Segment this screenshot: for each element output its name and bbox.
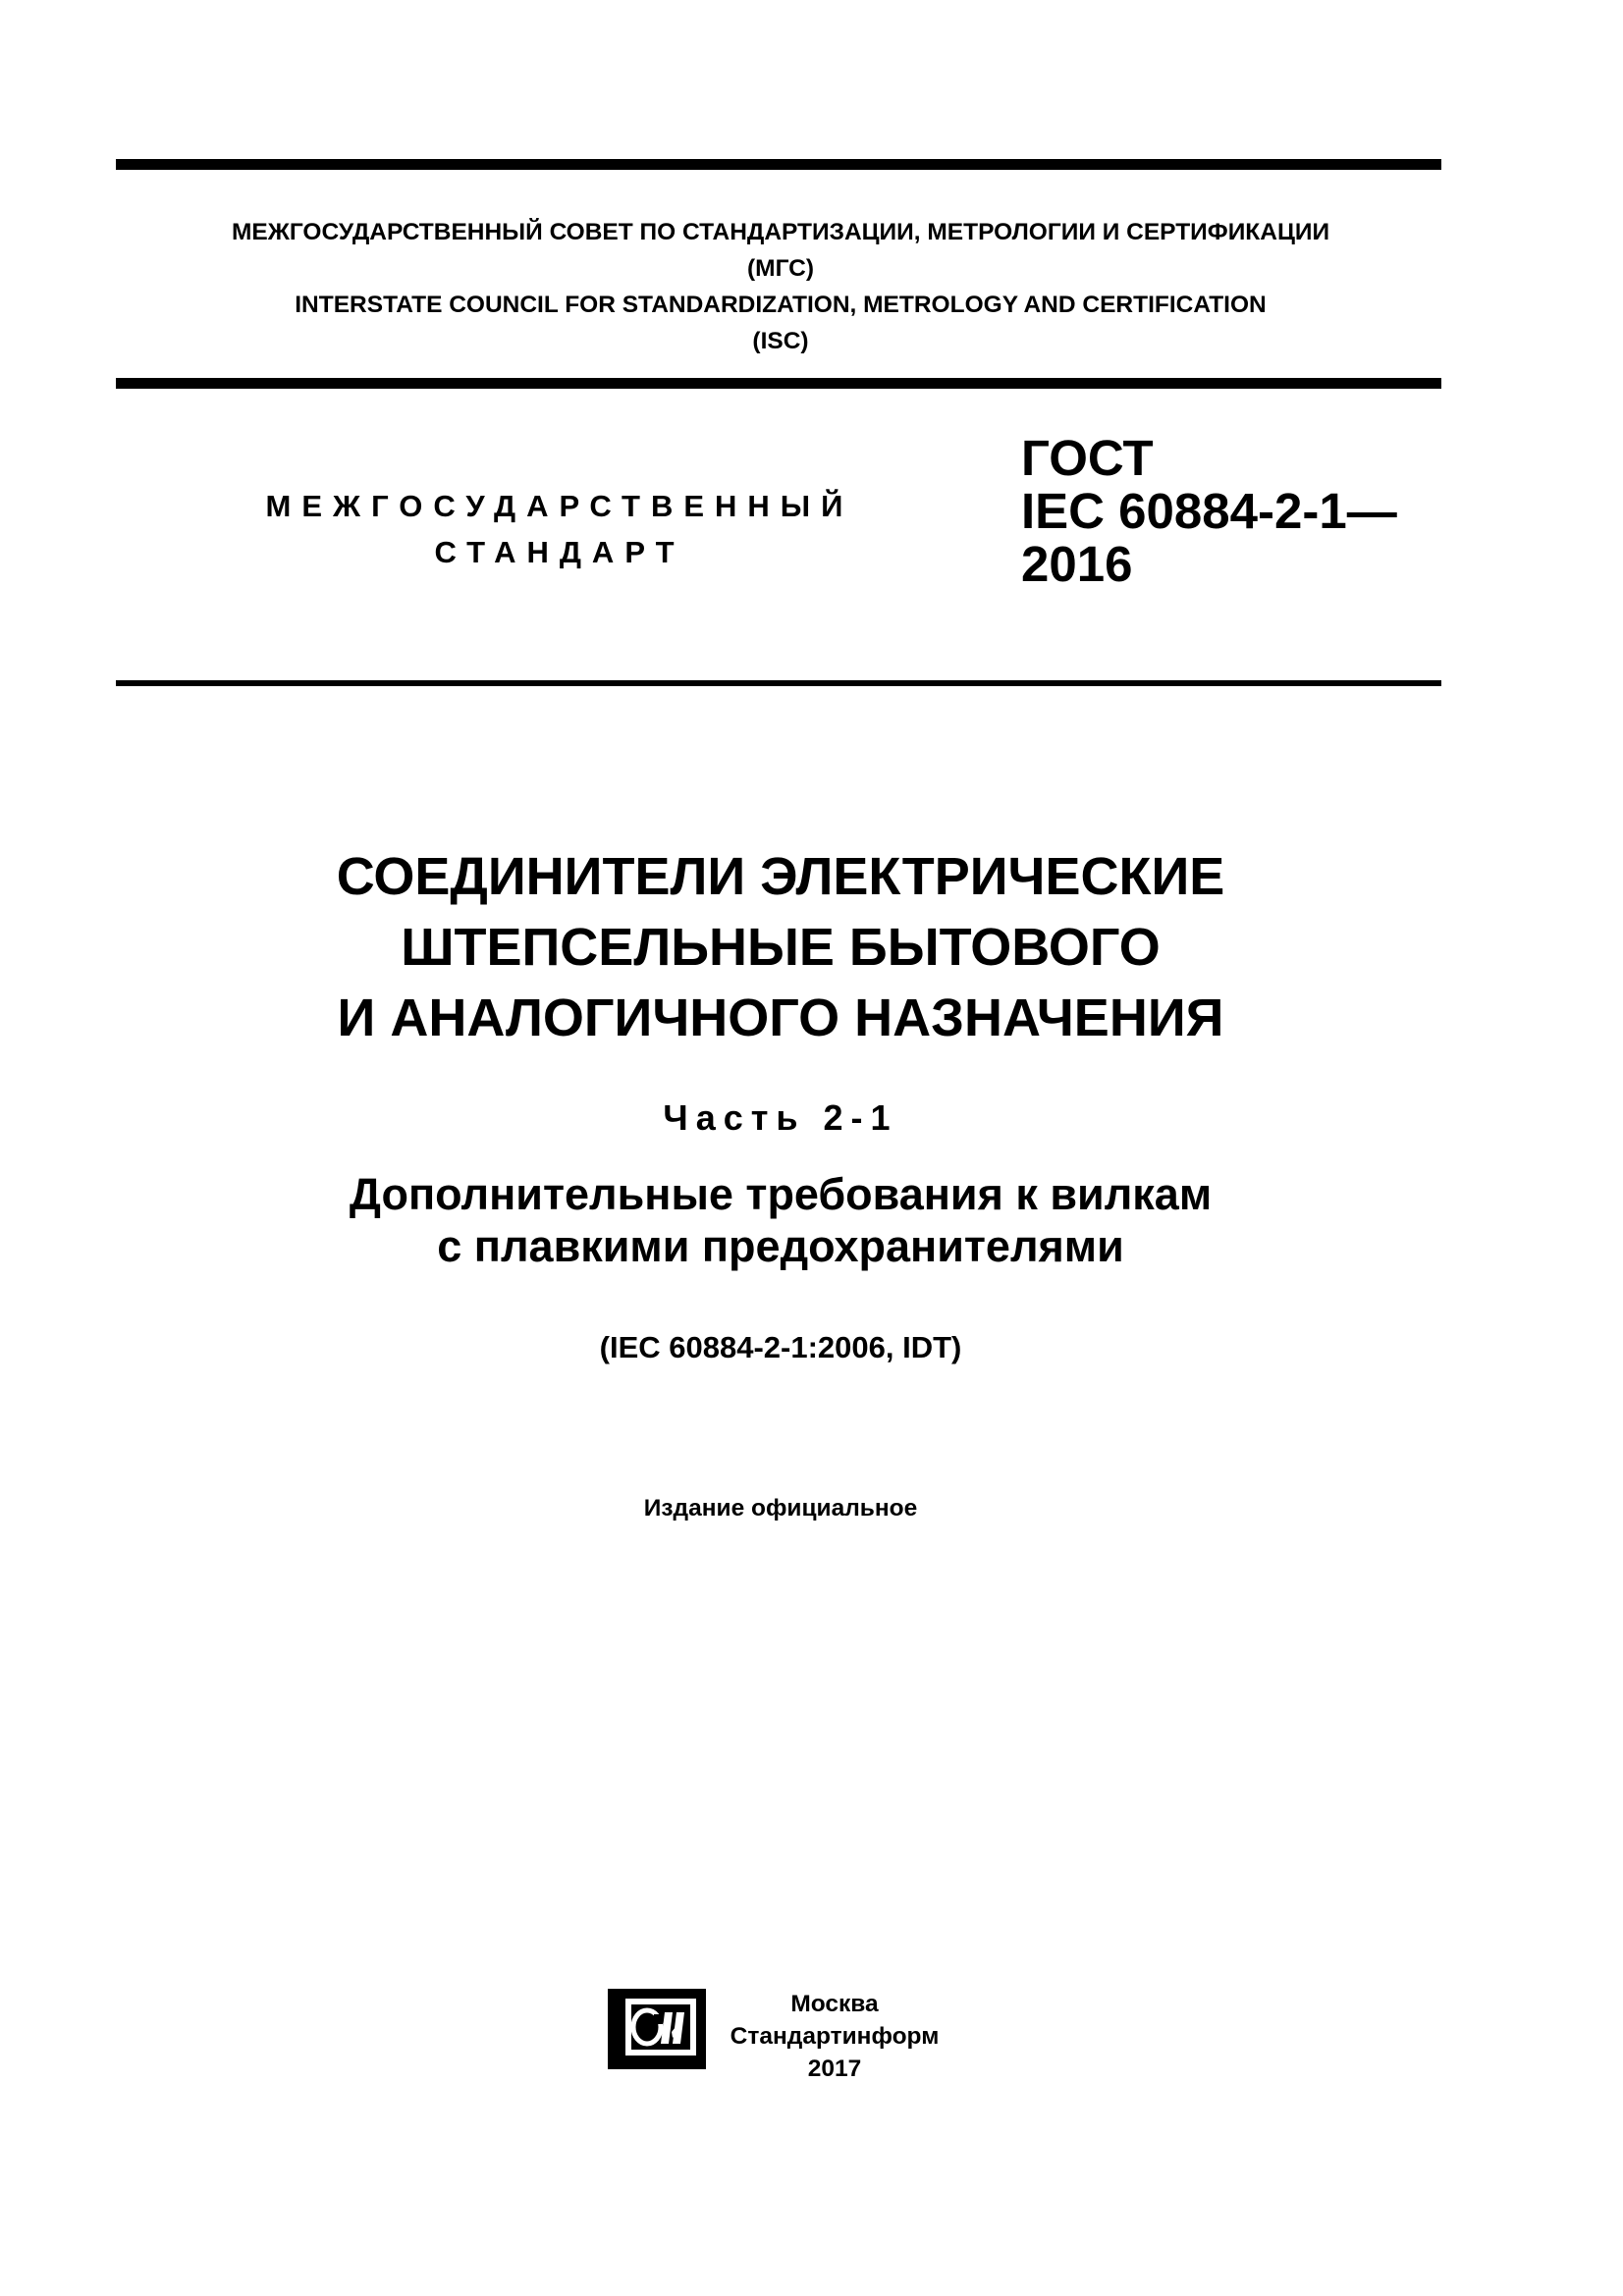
publisher-city: Москва (790, 1991, 879, 2017)
standard-type-label (216, 483, 903, 575)
council-abbr-en: (ISC) (752, 328, 809, 354)
council-header (0, 214, 1561, 359)
designation-year: 2016 (1021, 536, 1133, 592)
council-abbr-ru: (МГС) (747, 255, 814, 282)
standard-type-line1: МЕЖГОСУДАРСТВЕННЫЙ (265, 489, 854, 523)
middle-rule (116, 378, 1441, 389)
publisher-block (727, 1988, 943, 2085)
council-name-en: INTERSTATE COUNCIL FOR STANDARDIZATION, METROLOGY AND CERTIFICATION (295, 292, 1267, 318)
designation-gost: ГОСТ (1021, 430, 1154, 486)
title-line2: ШТЕПСЕЛЬНЫЕ БЫТОВОГО (401, 918, 1161, 977)
edition-note: Издание официальное (643, 1495, 918, 1522)
title-line1: СОЕДИНИТЕЛИ ЭЛЕКТРИЧЕСКИЕ (336, 847, 1225, 906)
part-number: Часть 2-1 (663, 1097, 898, 1138)
subtitle-line2: с плавкими предохранителями (437, 1221, 1124, 1271)
document-title (0, 841, 1561, 1053)
designation-number: IEC 60884-2-1— (1021, 483, 1397, 539)
publisher-year: 2017 (807, 2056, 862, 2082)
iec-reference: (IEC 60884-2-1:2006, IDT) (599, 1330, 962, 1364)
standard-type-line2: СТАНДАРТ (434, 535, 685, 569)
standard-designation (1021, 432, 1397, 591)
title-line3: И АНАЛОГИЧНОГО НАЗНАЧЕНИЯ (337, 988, 1224, 1047)
top-rule (116, 159, 1441, 170)
subtitle-line1: Дополнительные требования к вилкам (349, 1169, 1213, 1219)
document-subtitle (0, 1168, 1561, 1272)
lower-rule (116, 680, 1441, 686)
publisher-name: Стандартинформ (730, 2023, 940, 2050)
standartinform-logo-icon (608, 1989, 706, 2069)
council-name-ru: МЕЖГОСУДАРСТВЕННЫЙ СОВЕТ ПО СТАНДАРТИЗАЦИИ, МЕТРОЛОГИИ И СЕРТИФИКАЦИИ (231, 219, 1330, 245)
